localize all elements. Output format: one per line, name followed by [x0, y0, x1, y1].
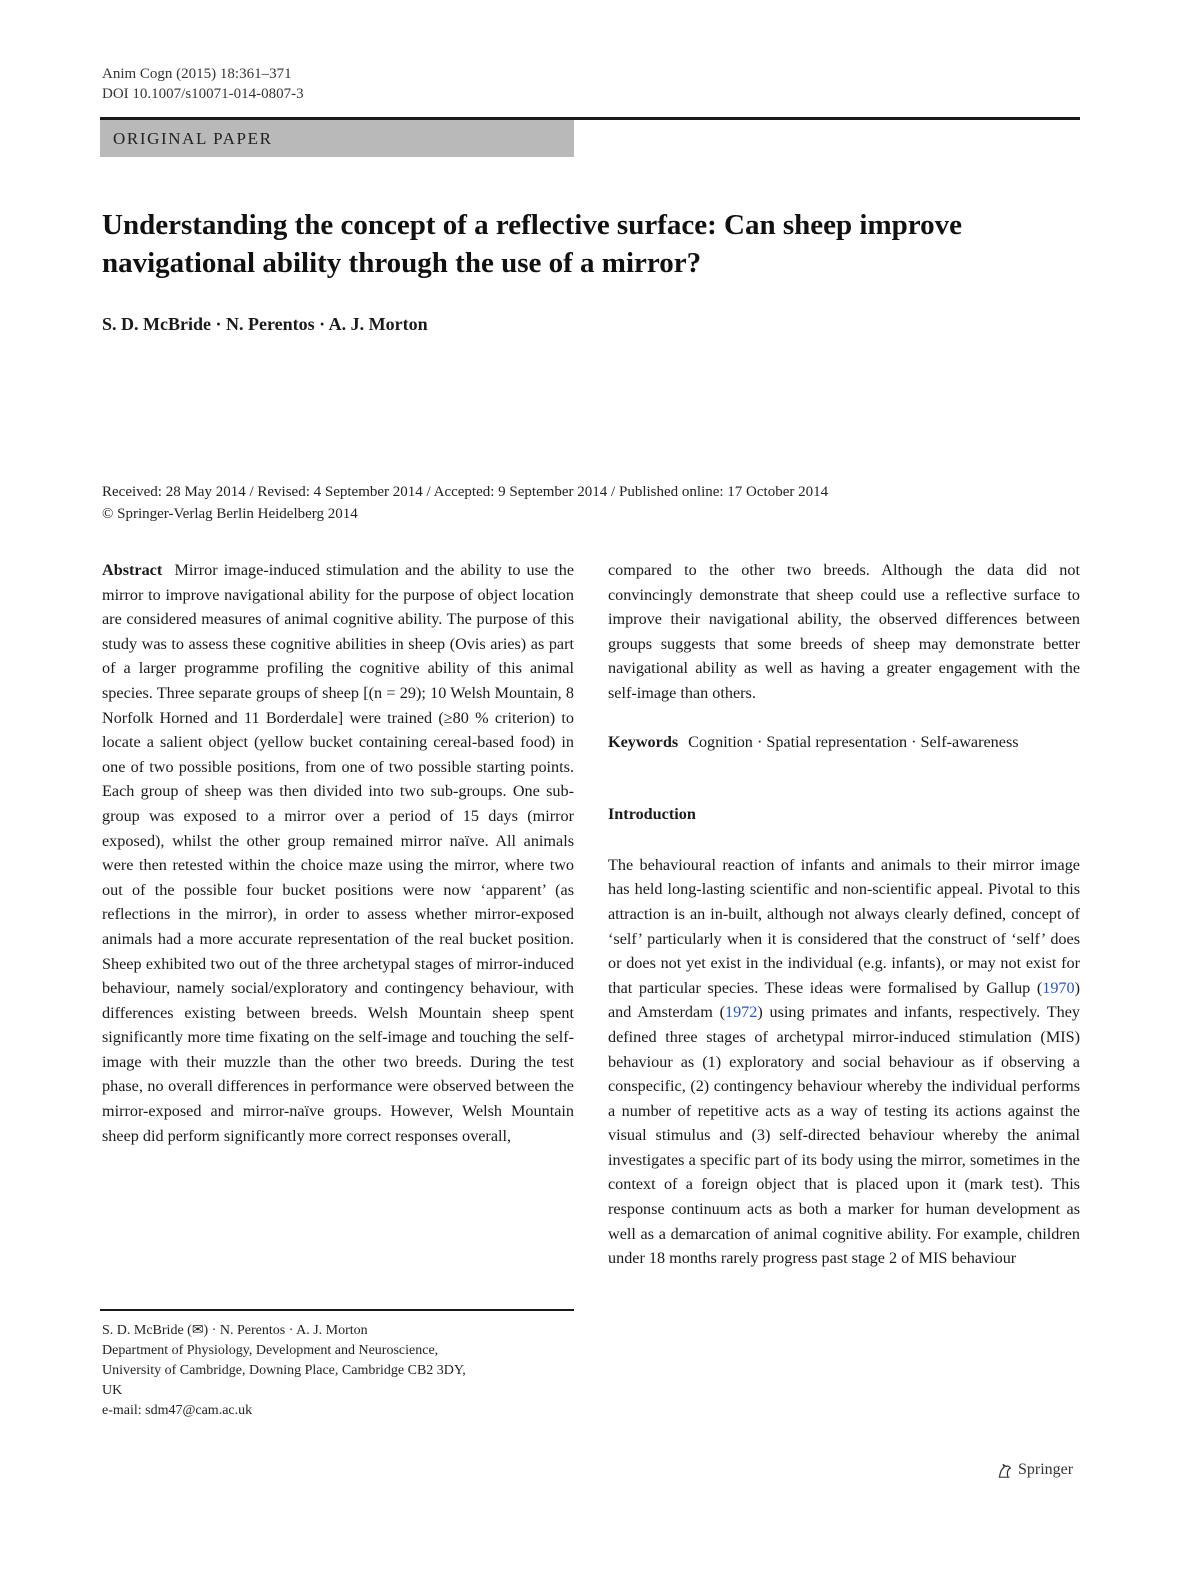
introduction-heading: Introduction — [608, 805, 696, 824]
footnote-country: UK — [102, 1383, 123, 1398]
footnote-university: University of Cambridge, Downing Place, Cambridge CB2 3DY, — [102, 1363, 466, 1378]
footnote-authors: S. D. McBride (✉) · N. Perentos · A. J. Morton — [102, 1323, 368, 1338]
intro-text-1: The behavioural reaction of infants and animals to their mirror image has held long-lasting scientific and non-scientific appeal. Pivotal to this attraction is an in-built, although not always clearly defined, concept of ‘self’ particularly when it is considered that the construct of ‘self’ does or does not yet exist in the individual (e.g. infants), or may not exist for that particular species. These ideas were formalised by Gallup ( — [608, 855, 1080, 997]
author-list: S. D. McBride · N. Perentos · A. J. Morton — [102, 314, 428, 334]
abstract-paragraph — [102, 558, 574, 1148]
journal-citation: Anim Cogn (2015) 18:361–371 — [102, 66, 292, 82]
abstract-continuation: compared to the other two breeds. Although the data did not convincingly demonstrate that sheep could use a reflective surface to improve their navigational ability, the observed differences between groups suggests that some breeds of sheep may demonstrate better navigational ability as well as having a greater engagement with the self-image than others. — [608, 561, 1080, 702]
copyright-notice: © Springer-Verlag Berlin Heidelberg 2014 — [102, 506, 358, 522]
article-type-banner: ORIGINAL PAPER — [100, 120, 574, 157]
citation-gallup-link[interactable]: 1970 — [1042, 978, 1075, 997]
journal-info — [102, 64, 304, 104]
publisher-name: Springer — [1018, 1461, 1074, 1478]
abstract-text-left: Mirror image-induced stimulation and the ability to use the mirror to improve navigational ability for the purpose of object location are considered measures of animal cognitive ability. The purpose of this study was to assess these cognitive abilities in sheep (Ovis aries) as part of a larger programme profiling the cognitive ability of this animal species. Three separate groups of sheep [(n = 29); 10 Welsh Mountain, 8 Norfolk Horned and 11 Borderdale] were trained (≥80 % criterion) to locate a salient object (yellow bucket containing cereal-based food) in one of two possible positions, from one of two possible starting points. Each group of sheep was then divided into two sub-groups. One sub-group was exposed to a mirror over a period of 15 days (mirror exposed), whilst the other group remained mirror naïve. All animals were then retested within the choice maze using the mirror, where two out of the possible four bucket positions were now ‘apparent’ (as reflections in the mirror), in order to assess whether mirror-exposed animals had a more accurate representation of the real bucket position. Sheep exhibited two out of the three archetypal stages of mirror-induced behaviour, namely social/exploratory and contingency behaviour, with differences existing between breeds. Welsh Mountain sheep spent significantly more time fixating on the self-image and touching the self-image with their muzzle than the other two breeds. During the test phase, no overall differences in performance were observed between the mirror-exposed and mirror-naïve groups. However, Welsh Mountain sheep did perform significantly more correct responses overall, — [102, 561, 575, 1145]
citation-amsterdam-link[interactable]: 1972 — [724, 1003, 758, 1022]
article-title: Understanding the concept of a reflective surface: Can sheep improve navigational ability through the use of a mirror? — [102, 209, 962, 279]
author-affiliation-footnote — [102, 1321, 574, 1421]
footnote-department: Department of Physiology, Development and Neuroscience, — [102, 1343, 439, 1358]
keywords-line — [608, 730, 1080, 755]
publication-history: Received: 28 May 2014 / Revised: 4 September 2014 / Accepted: 9 September 2014 / Published online: 17 October 2014 — [102, 484, 829, 500]
publisher-logo — [996, 1459, 1073, 1481]
abstract-heading: Abstract — [102, 561, 163, 579]
intro-text-2: ) and Amsterdam ( — [608, 978, 1080, 1022]
publication-dates — [102, 481, 828, 525]
keywords-text: Cognition · Spatial representation · Self-awareness — [688, 732, 1019, 751]
keywords-heading: Keywords — [608, 732, 679, 751]
springer-horse-icon — [996, 1461, 1014, 1479]
left-column — [102, 558, 574, 1148]
intro-text-3: ) using primates and infants, respectively. They defined three stages of archetypal mirror-induced stimulation (MIS) behaviour as (1) exploratory and social behaviour as if observing a conspecific, (2) contingency behaviour whereby the individual performs a number of repetitive acts as a way of testing its actions against the visual stimulus and (3) self-directed behaviour whereby the animal investigates a specific part of its body using the mirror, sometimes in the context of a foreign object that is placed upon it (mark test). This response continuum acts as both a marker for human development as well as a demarcation of animal cognitive ability. For example, children under 18 months rarely progress past stage 2 of MIS behaviour — [608, 1003, 1080, 1268]
doi-link[interactable]: DOI 10.1007/s10071-014-0807-3 — [102, 86, 304, 102]
right-column — [608, 558, 1080, 1271]
footnote-rule — [100, 1309, 574, 1311]
introduction-paragraph — [608, 853, 1080, 1271]
footnote-email[interactable]: e-mail: sdm47@cam.ac.uk — [102, 1403, 253, 1418]
